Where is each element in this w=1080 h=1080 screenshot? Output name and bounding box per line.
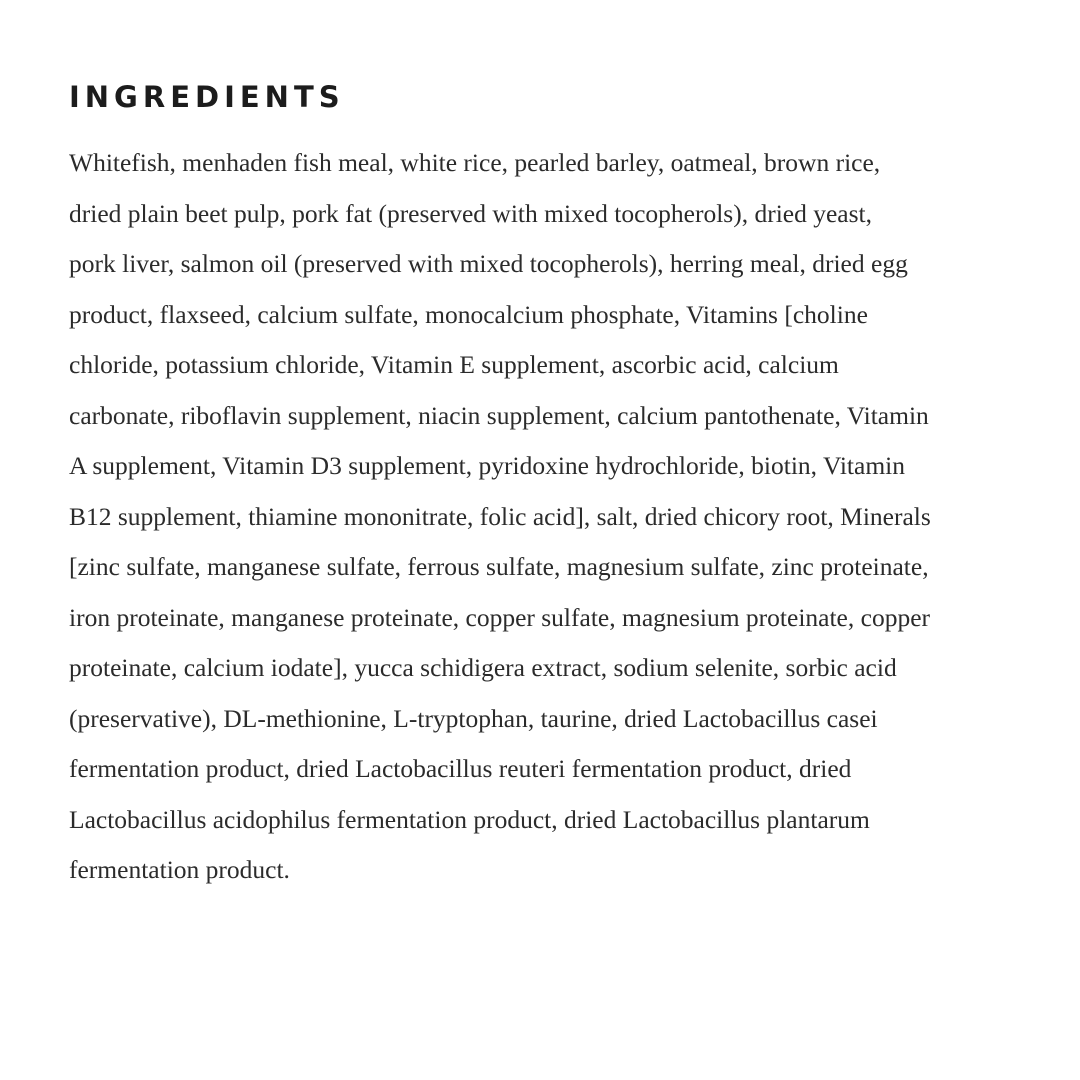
- ingredients-line: proteinate, calcium iodate], yucca schidigera extract, sodium selenite, sorbic acid: [69, 653, 897, 682]
- ingredients-line: fermentation product, dried Lactobacillus reuteri fermentation product, dried: [69, 754, 852, 783]
- ingredients-line: dried plain beet pulp, pork fat (preserved with mixed tocopherols), dried yeast,: [69, 198, 873, 228]
- ingredients-line: Whitefish, menhaden fish meal, white rice, pearled barley, oatmeal, brown rice,: [69, 148, 881, 177]
- ingredients-line: iron proteinate, manganese proteinate, copper sulfate, magnesium proteinate, copper: [69, 602, 930, 632]
- ingredients-line: carbonate, riboflavin supplement, niacin supplement, calcium pantothenate, Vitamin: [69, 400, 929, 430]
- ingredients-line: product, flaxseed, calcium sulfate, monocalcium phosphate, Vitamins [choline: [69, 299, 868, 329]
- ingredients-line: A supplement, Vitamin D3 supplement, pyridoxine hydrochloride, biotin, Vitamin: [69, 451, 905, 480]
- ingredients-text: [69, 138, 1039, 896]
- ingredients-line: [zinc sulfate, manganese sulfate, ferrous sulfate, magnesium sulfate, zinc proteinate,: [69, 552, 929, 581]
- ingredients-line: fermentation product.: [69, 855, 290, 884]
- ingredients-line: (preservative), DL-methionine, L-tryptophan, taurine, dried Lactobacillus casei: [69, 703, 878, 733]
- ingredients-line: pork liver, salmon oil (preserved with mixed tocopherols), herring meal, dried egg: [69, 249, 908, 278]
- ingredients-heading: INGREDIENTS: [69, 80, 345, 114]
- ingredients-panel: [69, 78, 1039, 896]
- ingredients-line: Lactobacillus acidophilus fermentation product, dried Lactobacillus plantarum: [69, 804, 870, 834]
- ingredients-line: B12 supplement, thiamine mononitrate, folic acid], salt, dried chicory root, Minerals: [69, 501, 931, 531]
- ingredients-line: chloride, potassium chloride, Vitamin E supplement, ascorbic acid, calcium: [69, 350, 839, 379]
